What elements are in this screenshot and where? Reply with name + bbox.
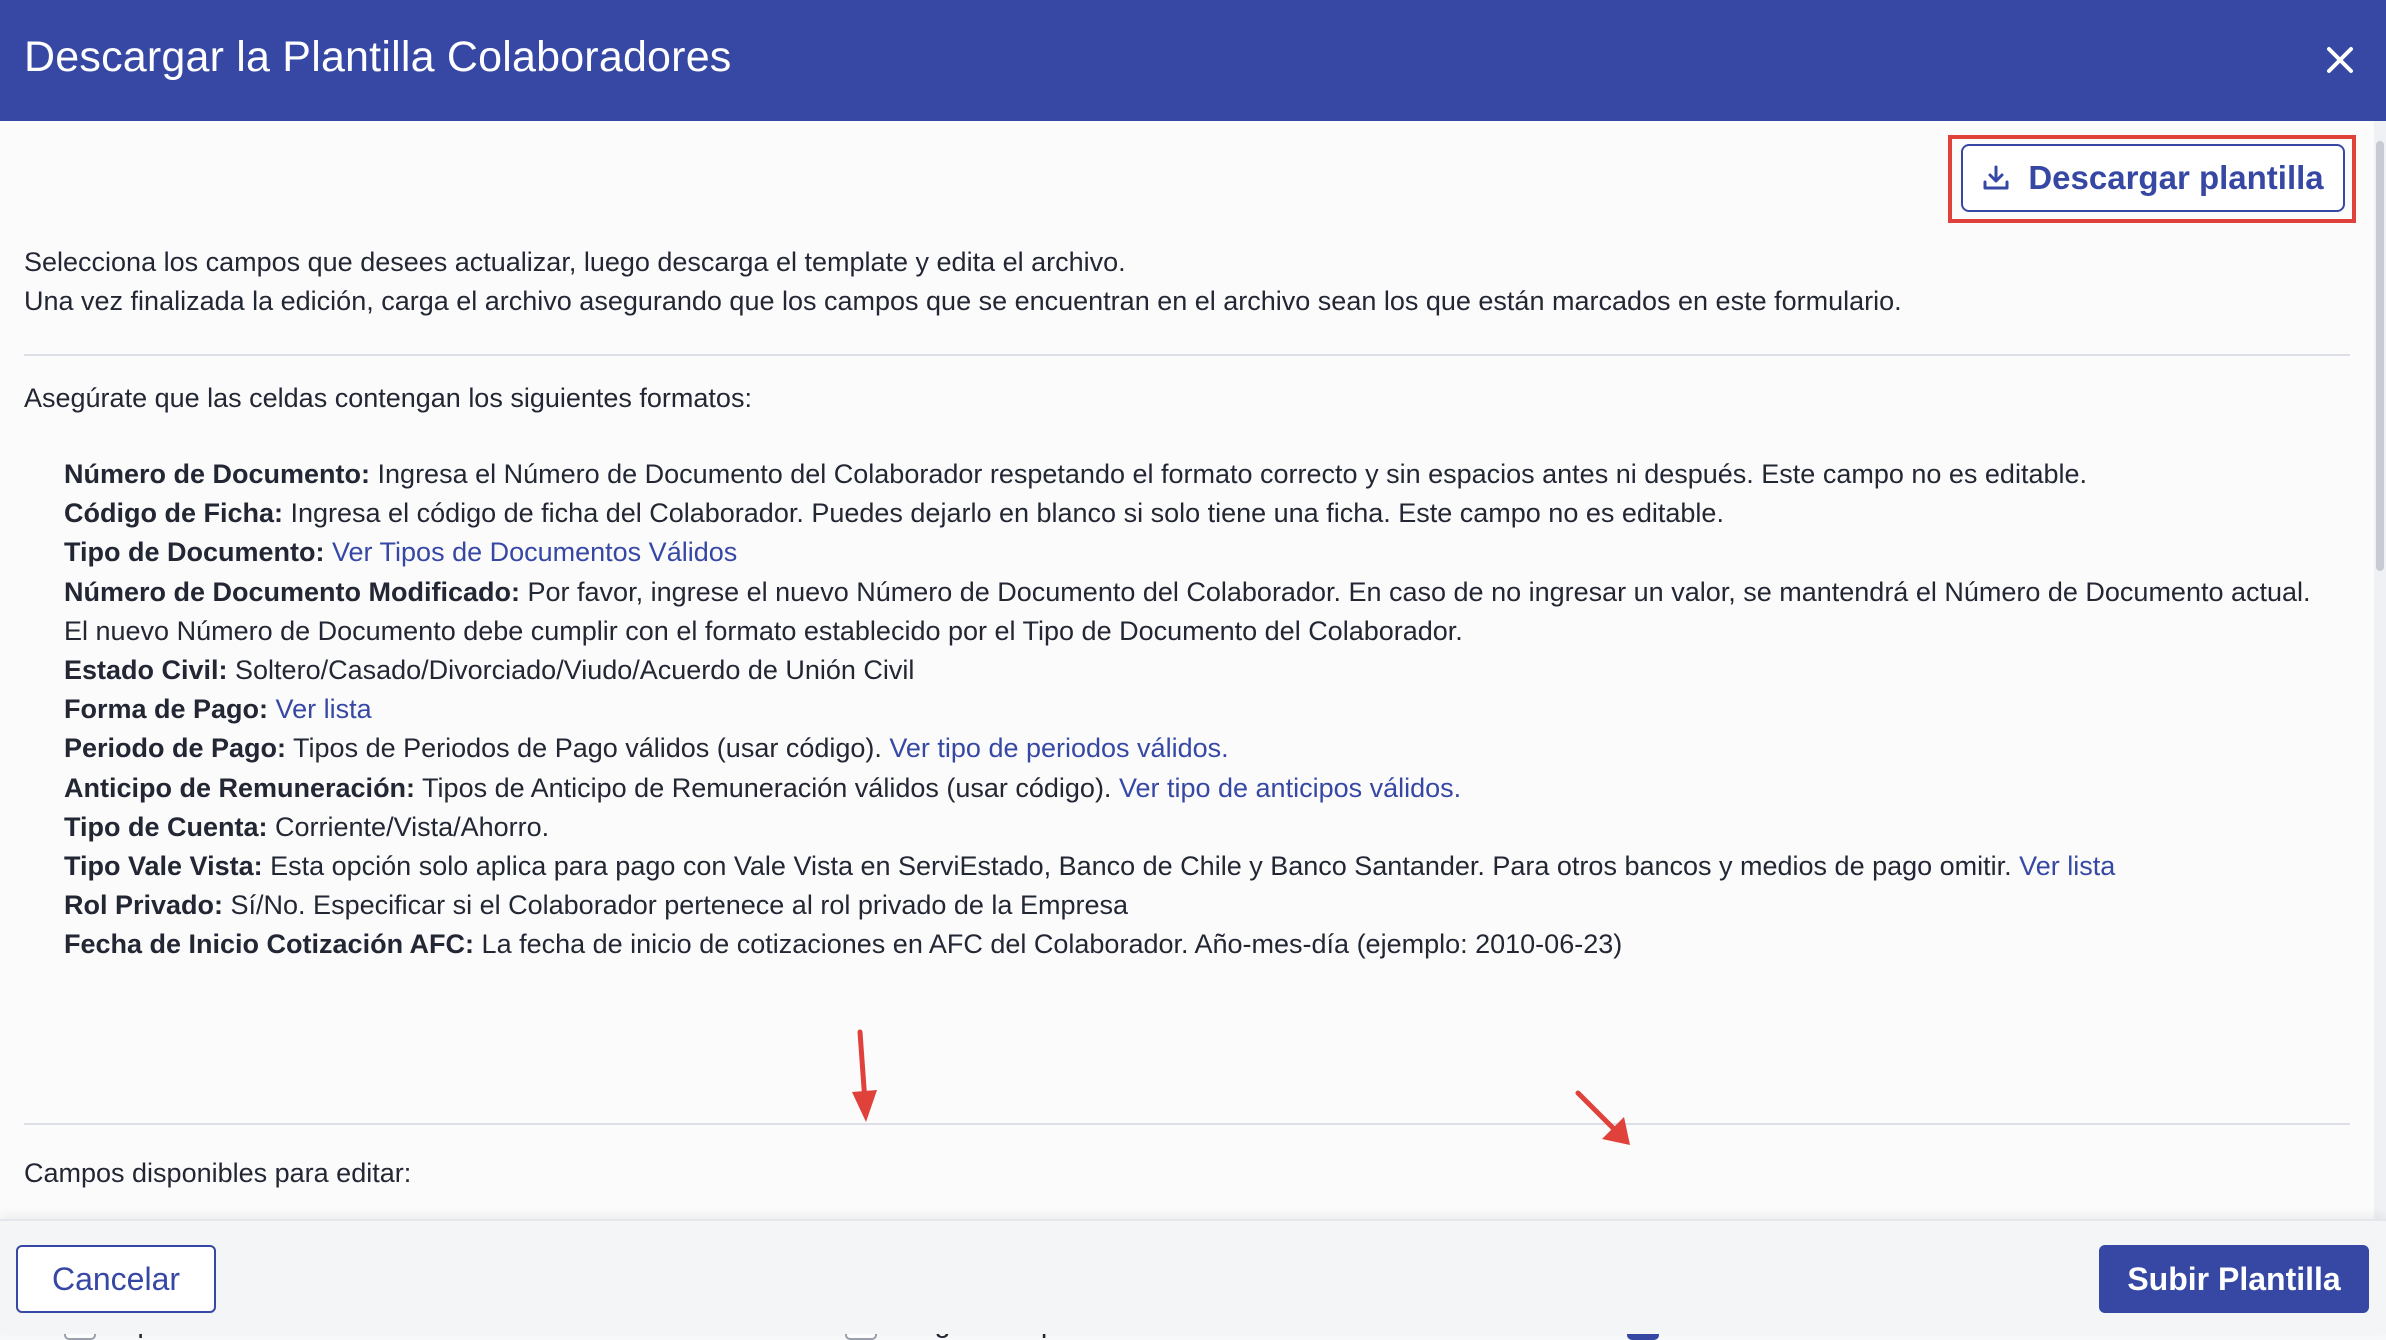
vale-vista-list-link[interactable]: Ver lista — [2019, 851, 2116, 882]
close-button[interactable] — [2316, 36, 2364, 84]
format-label: Rol Privado: — [64, 890, 224, 921]
advance-types-link[interactable]: Ver tipo de anticipos válidos. — [1118, 772, 1462, 803]
format-text: Ingresa el código de ficha del Colaborador. Puedes dejarlo en blanco si solo tiene una ficha. Este campo no es editable. — [283, 498, 1724, 529]
format-text: Esta opción solo aplica para pago con Vale Vista en ServiEstado, Banco de Chile y Banco Santander. Para otros bancos y medios de pago omitir. — [262, 851, 2020, 882]
format-label: Forma de Pago: — [64, 694, 269, 725]
scrollbar[interactable] — [2374, 121, 2386, 1219]
format-label: Tipo de Documento: — [64, 537, 325, 568]
format-label: Tipo Vale Vista: — [64, 851, 263, 882]
fields-grid — [0, 121, 2374, 1219]
format-text: Soltero/Casado/Divorciado/Viudo/Acuerdo de Unión Civil — [227, 655, 915, 686]
format-label: Anticipo de Remuneración: — [64, 772, 416, 803]
format-text: Ingresa el Número de Documento del Colaborador respetando el formato correcto y sin espacios antes ni después. Este campo no es editable. — [370, 459, 2087, 489]
format-label: Número de Documento Modificado: — [64, 576, 521, 607]
fields-heading: Campos disponibles para editar: — [24, 1158, 412, 1188]
payment-method-list-link[interactable]: Ver lista — [275, 694, 372, 725]
dialog-header — [0, 0, 2386, 121]
cancel-button[interactable]: Cancelar — [16, 1245, 216, 1313]
format-text: Tipos de Periodos de Pago válidos (usar código). — [286, 733, 890, 764]
dialog-footer — [0, 1219, 2386, 1334]
document-types-link[interactable]: Ver Tipos de Documentos Válidos — [332, 537, 738, 568]
dialog-title: Descargar la Plantilla Colaboradores — [24, 33, 732, 81]
format-label: Fecha de Inicio Cotización AFC: — [64, 929, 475, 960]
dialog-content — [0, 121, 2374, 1219]
formats-heading: Asegúrate que las celdas contengan los siguientes formatos: — [24, 383, 752, 413]
format-label: Tipo de Cuenta: — [64, 811, 268, 842]
payment-periods-link[interactable]: Ver tipo de periodos válidos. — [889, 733, 1229, 764]
format-text: La fecha de inicio de cotizaciones en AFC del Colaborador. Año-mes-día (ejemplo: 2010-06-23) — [474, 929, 1623, 960]
download-template-label: Descargar plantilla — [2028, 159, 2324, 196]
format-label: Periodo de Pago: — [64, 733, 287, 764]
format-text: Por favor, ingrese el nuevo Número de Documento del Colaborador. En caso de no ingresar un valor, se mantendrá el Número de Documento actual. El nuevo Número de Documento debe cumplir con el formato establecido por el Tipo de Documento del Colaborador. — [64, 576, 2311, 646]
close-icon — [2325, 45, 2355, 75]
format-label: Código de Ficha: — [64, 498, 283, 529]
format-text: Sí/No. Especificar si el Colaborador pertenece al rol privado de la Empresa — [223, 890, 1128, 921]
intro-line-1: Selecciona los campos que desees actualizar, luego descarga el template y edita el archivo. — [24, 247, 1126, 277]
annotation-arrow-diagonal-icon — [1572, 1087, 1636, 1151]
format-text: Corriente/Vista/Ahorro. — [267, 811, 550, 842]
scrollbar-thumb[interactable] — [2376, 141, 2384, 571]
upload-template-button[interactable]: Subir Plantilla — [2099, 1245, 2369, 1313]
annotation-arrow-down-icon — [838, 1026, 888, 1126]
format-label: Estado Civil: — [64, 655, 228, 686]
format-text: Tipos de Anticipo de Remuneración válidos (usar código). — [415, 772, 1119, 803]
format-label: Número de Documento: — [64, 459, 371, 489]
intro-line-2: Una vez finalizada la edición, carga el archivo asegurando que los campos que se encuentran en el archivo sean los que están marcados en este formulario. — [24, 286, 1902, 316]
